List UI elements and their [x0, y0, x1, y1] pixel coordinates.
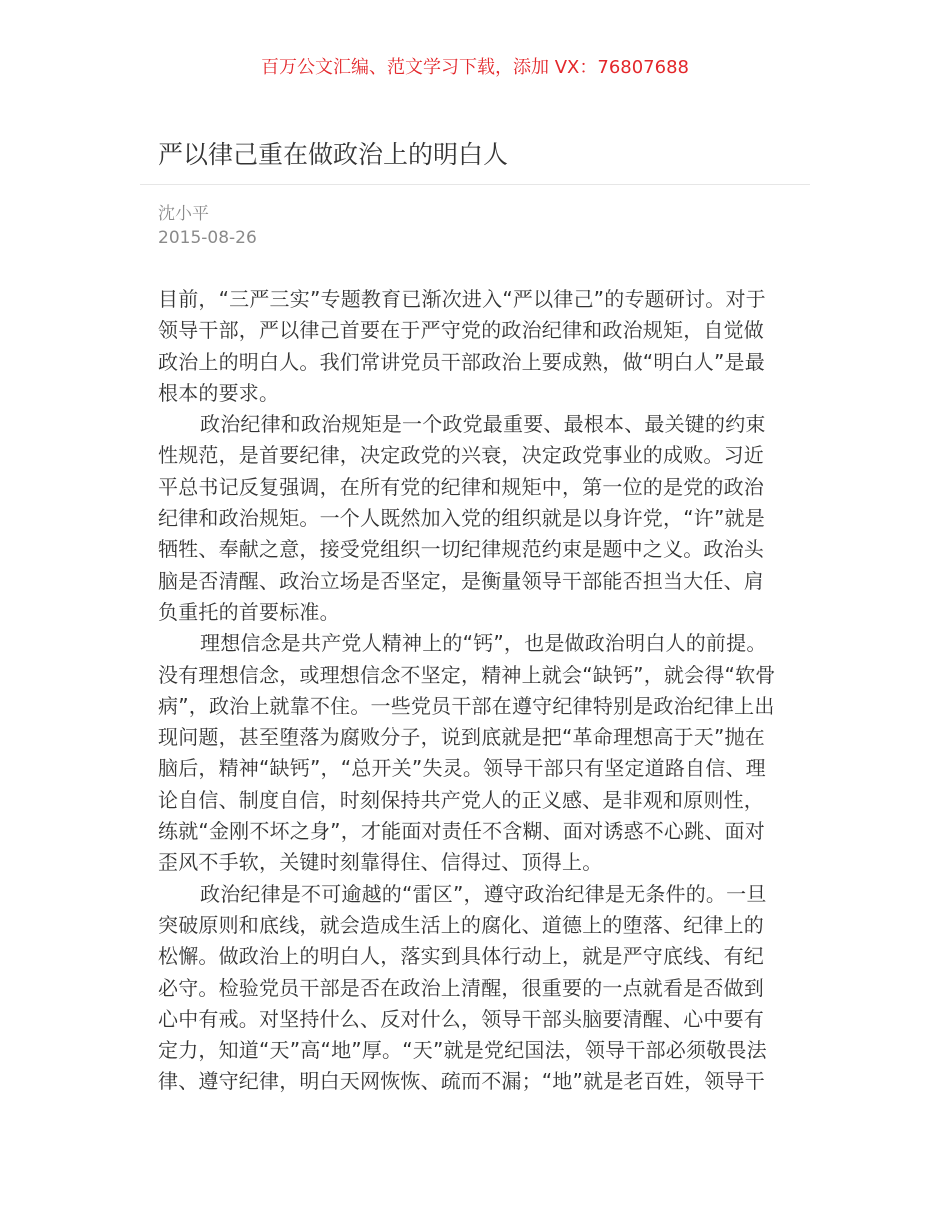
paragraph-line: 练就“金刚不坏之身”，才能面对责任不含糊、面对诱惑不心跳、面对	[158, 819, 765, 844]
paragraph-line: 脑后，精神“缺钙”，“总开关”失灵。领导干部只有坚定道路自信、理	[158, 756, 766, 781]
paragraph-line: 根本的要求。	[158, 380, 280, 405]
paragraph-line: 律、遵守纪律，明白天网恢恢、疏而不漏；“地”就是老百姓，领导干	[158, 1069, 765, 1094]
article-paragraph	[158, 879, 798, 1098]
article-paragraph	[158, 409, 798, 628]
article-author: 沈小平	[158, 204, 209, 224]
article-paragraph	[158, 628, 798, 878]
paragraph-line: 松懈。做政治上的明白人，落实到具体行动上，就是严守底线、有纪	[158, 944, 764, 969]
paragraph-line: 负重托的首要标准。	[158, 599, 340, 624]
paragraph-line: 政治纪律和政治规矩是一个政党最重要、最根本、最关键的约束	[200, 412, 766, 437]
paragraph-line: 心中有戒。对坚持什么、反对什么，领导干部头脑要清醒、心中要有	[158, 1006, 764, 1031]
paragraph-line: 突破原则和底线，就会造成生活上的腐化、道德上的堕落、纪律上的	[158, 912, 764, 937]
paragraph-line: 性规范，是首要纪律，决定政党的兴衰，决定政党事业的成败。习近	[158, 443, 764, 468]
paragraph-line: 现问题，甚至堕落为腐败分子，说到底就是把“革命理想高于天”抛在	[158, 725, 765, 750]
paragraph-line: 必守。检验党员干部是否在政治上清醒，很重要的一点就看是否做到	[158, 975, 764, 1000]
paragraph-line: 歪风不手软，关键时刻靠得住、信得过、顶得上。	[158, 850, 603, 875]
paragraph-line: 定力，知道“天”高“地”厚。“天”就是党纪国法，领导干部必须敬畏法	[158, 1038, 767, 1063]
paragraph-line: 政治上的明白人。我们常讲党员干部政治上要成熟，做“明白人”是最	[158, 349, 765, 374]
paragraph-line: 领导干部，严以律己首要在于严守党的政治纪律和政治规矩，自觉做	[158, 318, 764, 343]
paragraph-line: 病”，政治上就靠不住。一些党员干部在遵守纪律特别是政治纪律上出	[158, 693, 775, 718]
article-title: 严以律己重在做政治上的明白人	[158, 140, 509, 169]
paragraph-line: 目前，“三严三实”专题教育已渐次进入“严以律己”的专题研讨。对于	[158, 287, 766, 311]
paragraph-line: 脑是否清醒、政治立场是否坚定，是衡量领导干部能否担当大任、肩	[158, 568, 764, 593]
promo-banner: 百万公文汇编、范文学习下载，添加 VX：76807688	[261, 57, 689, 78]
paragraph-line: 没有理想信念，或理想信念不坚定，精神上就会“缺钙”，就会得“软骨	[158, 662, 776, 687]
article-paragraph	[158, 284, 798, 409]
article-date: 2015-08-26	[158, 228, 257, 248]
paragraph-line: 政治纪律是不可逾越的“雷区”，遵守政治纪律是无条件的。一旦	[200, 881, 767, 906]
paragraph-line: 平总书记反复强调，在所有党的纪律和规矩中，第一位的是党的政治	[158, 474, 764, 499]
paragraph-line: 牺牲、奉献之意，接受党组织一切纪律规范约束是题中之义。政治头	[158, 537, 764, 562]
paragraph-line: 论自信、制度自信，时刻保持共产党人的正义感、是非观和原则性，	[158, 787, 764, 812]
paragraph-line: 纪律和政治规矩。一个人既然加入党的组织就是以身许党，“许”就是	[158, 506, 765, 531]
paragraph-line: 理想信念是共产党人精神上的“钙”，也是做政治明白人的前提。	[200, 631, 767, 656]
title-divider	[140, 184, 810, 185]
article-body	[158, 284, 798, 1098]
